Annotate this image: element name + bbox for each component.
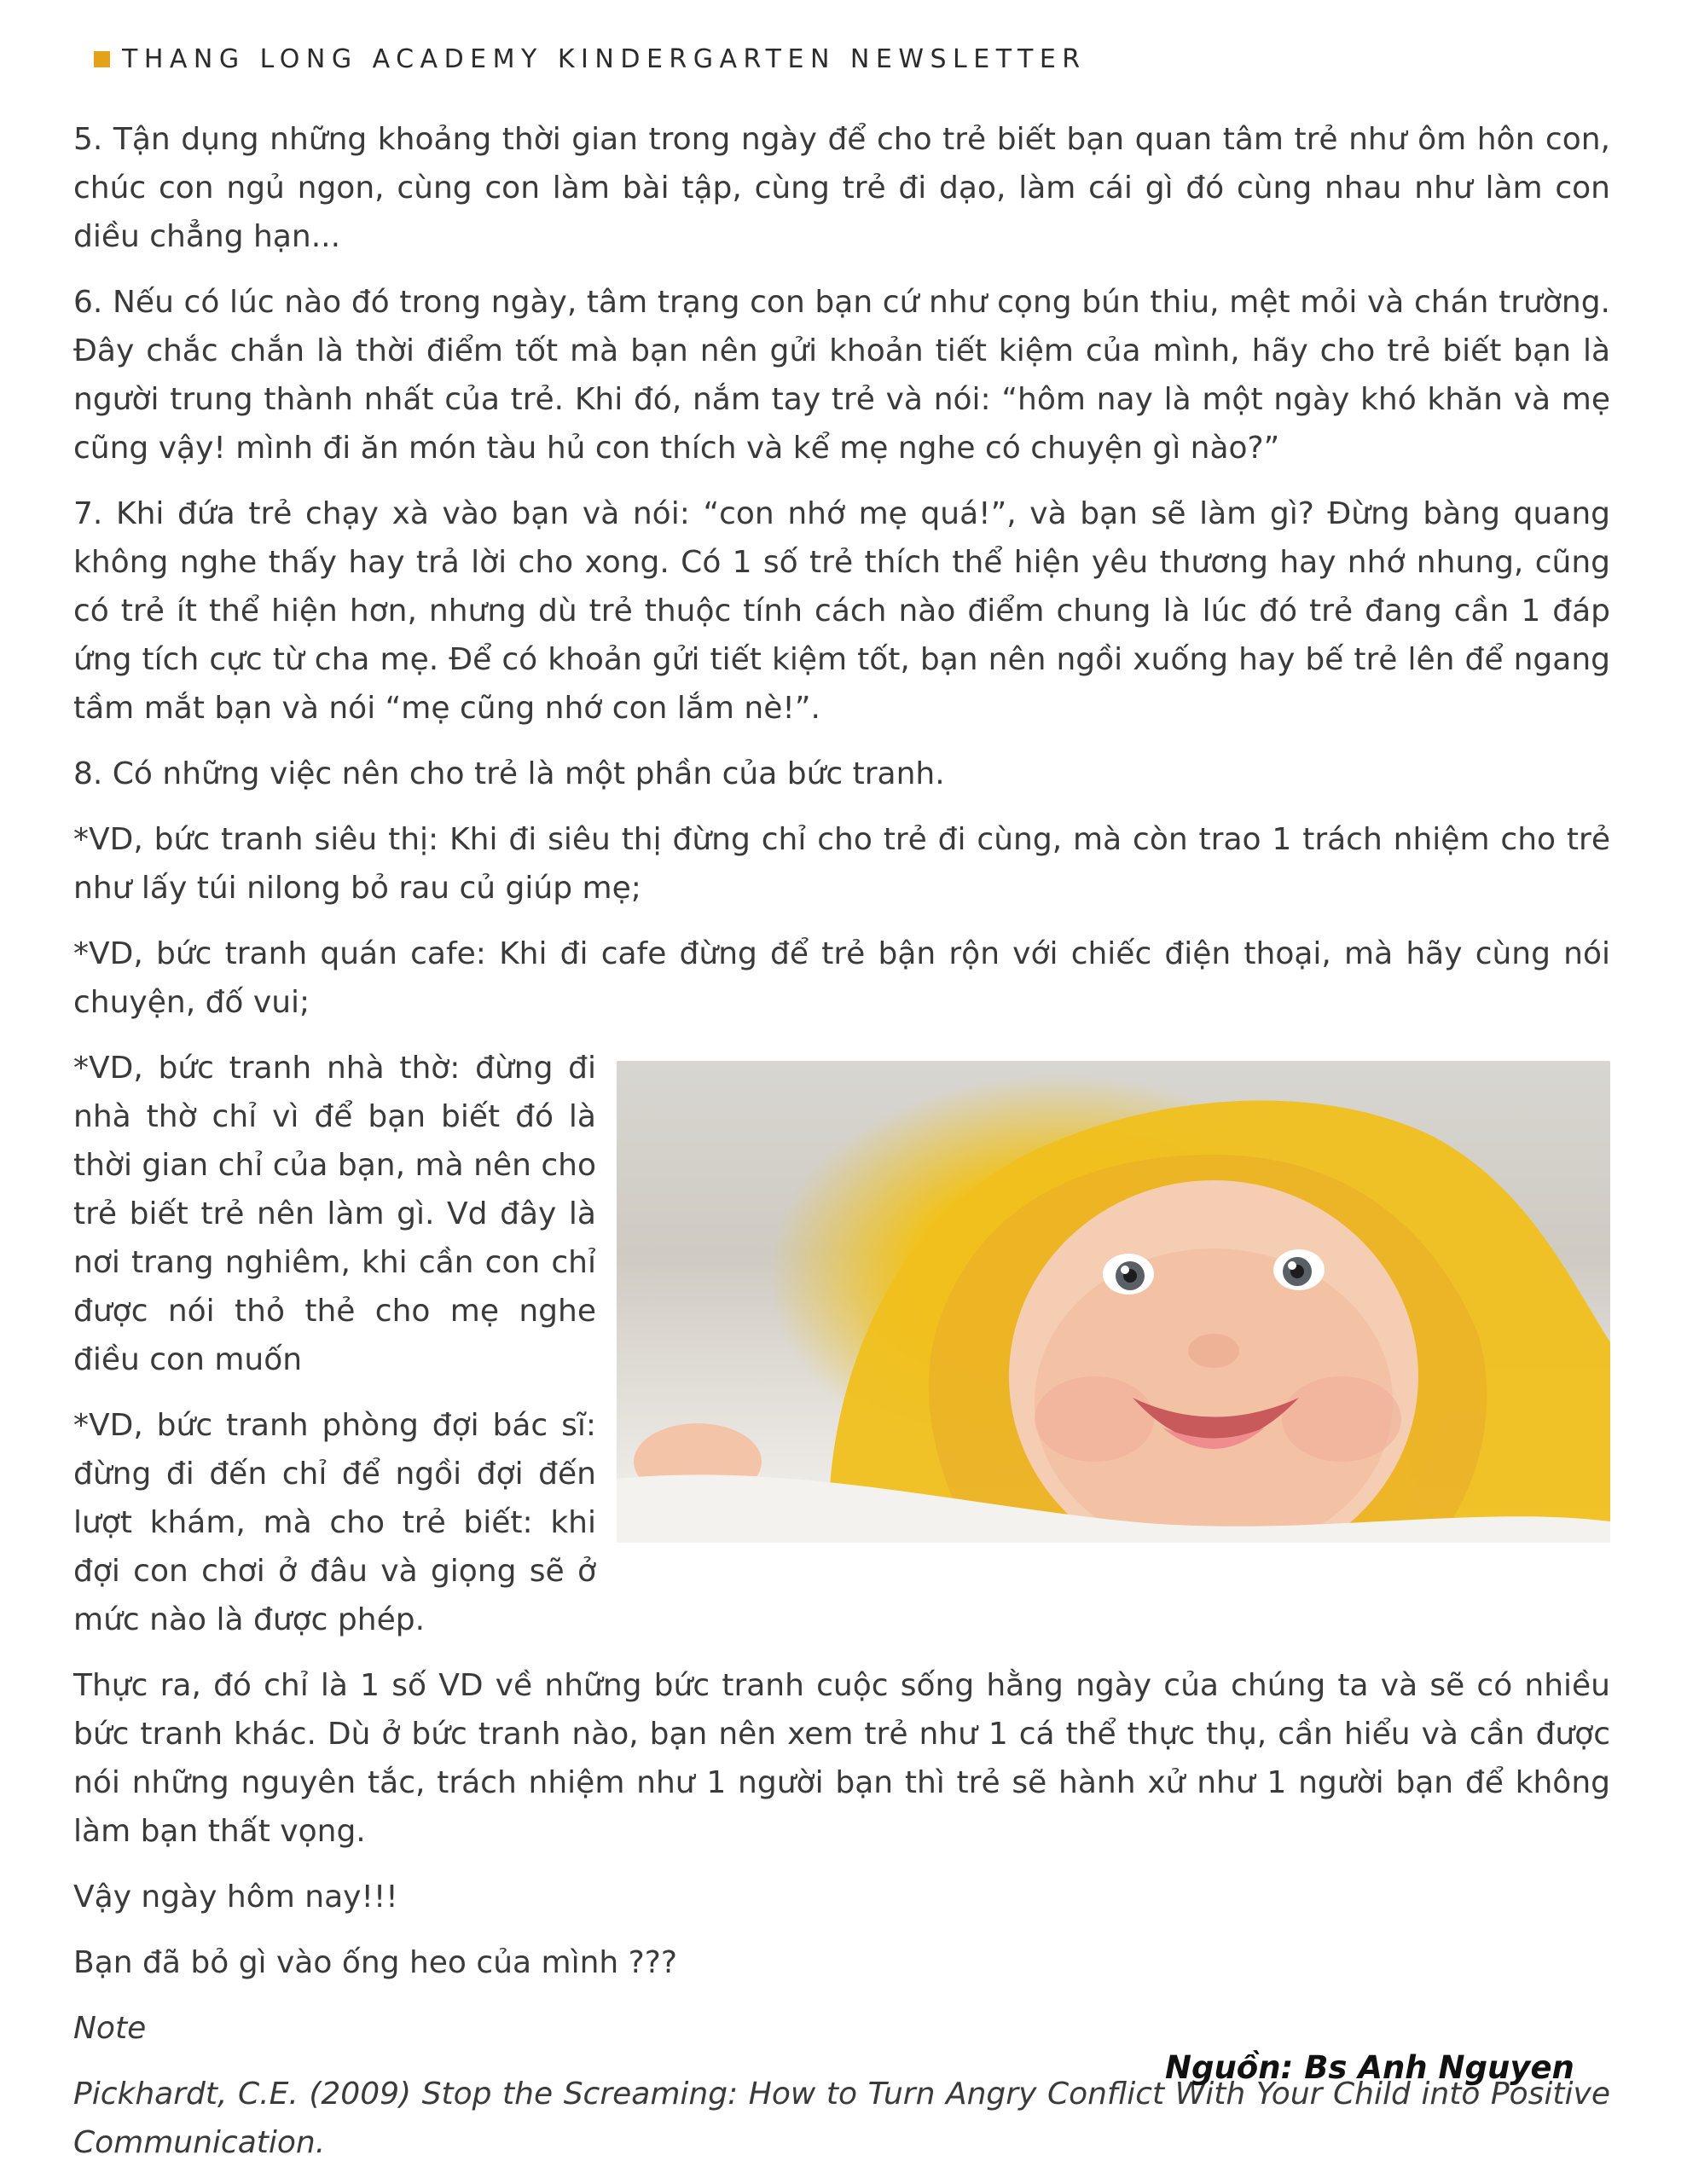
question-line: Bạn đã bỏ gì vào ống heo của mình ??? [73, 1945, 677, 1980]
tip-6: 6. Nếu có lúc nào đó trong ngày, tâm trạng con bạn cứ như cọng bún thiu, mệt mỏi và chán trường. Đây chắc chắn là thời điểm tốt mà bạn nên gửi khoản tiết kiệm của mình, hãy cho trẻ biết bạn là người trung thành nhất của trẻ. Khi đó, nắm tay trẻ và nói: “hôm nay là một ngày khó khăn và mẹ cũng vậy! mình đi ăn món tàu hủ con thích và kể mẹ nghe có chuyện gì nào?” [73, 285, 1610, 466]
newsletter-header [94, 44, 1087, 74]
smiling-baby-illustration [617, 1061, 1610, 1543]
article-body [73, 115, 1610, 2184]
example-church: *VD, bức tranh nhà thờ: đừng đi nhà thờ chỉ vì để bạn biết đó là thời gian chỉ của bạn, mà nên cho trẻ biết trẻ nên làm gì. Vd đây là nơi trang nghiêm, khi cần con chỉ được nói thỏ thẻ cho mẹ nghe điều con muốn [73, 1051, 596, 1377]
example-cafe: *VD, bức tranh quán cafe: Khi đi cafe đừng để trẻ bận rộn với chiếc điện thoại, mà hãy cùng nói chuyện, đố vui; [73, 936, 1610, 1020]
example-doctor: *VD, bức tranh phòng đợi bác sĩ: đừng đi đến chỉ để ngồi đợi đến lượt khám, mà cho trẻ biết: khi đợi con chơi ở đâu và giọng sẽ ở mức nào là được phép. [73, 1408, 596, 1637]
today-line: Vậy ngày hôm nay!!! [73, 1880, 398, 1915]
tip-7: 7. Khi đứa trẻ chạy xà vào bạn và nói: “con nhớ mẹ quá!”, và bạn sẽ làm gì? Đừng bàng quang không nghe thấy hay trả lời cho xong. Có 1 số trẻ thích thể hiện yêu thương hay nhớ nhung, cũng có trẻ ít thể hiện hơn, nhưng dù trẻ thuộc tính cách nào điểm chung là lúc đó trẻ đang cần 1 đáp ứng tích cực từ cha mẹ. Để có khoản gửi tiết kiệm tốt, bạn nên ngồi xuống hay bế trẻ lên để ngang tầm mắt bạn và nói “mẹ cũng nhớ con lắm nè!”. [73, 496, 1610, 726]
conclusion: Thực ra, đó chỉ là 1 số VD về những bức tranh cuộc sống hằng ngày của chúng ta và sẽ có nhiều bức tranh khác. Dù ở bức tranh nào, bạn nên xem trẻ như 1 cá thể thực thụ, cần hiểu và cần được nói những nguyên tắc, trách nhiệm như 1 người bạn thì trẻ sẽ hành xử như 1 người bạn để không làm bạn thất vọng. [73, 1668, 1610, 1849]
baby-photo [617, 1061, 1610, 1543]
reference: Pickhardt, C.E. (2009) Stop the Screaming: How to Turn Angry Conflict With Your Child into Positive Communication. [73, 2077, 1610, 2160]
source-credit: Nguồn: Bs Anh Nguyen [1165, 2049, 1574, 2086]
newsletter-title: THANG LONG ACADEMY KINDERGARTEN NEWSLETTER [122, 44, 1087, 74]
tip-8: 8. Có những việc nên cho trẻ là một phần của bức tranh. [73, 756, 945, 791]
tip-5: 5. Tận dụng những khoảng thời gian trong ngày để cho trẻ biết bạn quan tâm trẻ như ôm hôn con, chúc con ngủ ngon, cùng con làm bài tập, cùng trẻ đi dạo, làm cái gì đó cùng nhau như làm con diều chẳng hạn... [73, 122, 1610, 254]
example-supermarket: *VD, bức tranh siêu thị: Khi đi siêu thị đừng chỉ cho trẻ đi cùng, mà còn trao 1 trách nhiệm cho trẻ như lấy túi nilong bỏ rau củ giúp mẹ; [73, 822, 1610, 906]
note-label: Note [73, 2011, 147, 2046]
header-accent-square [94, 51, 110, 67]
